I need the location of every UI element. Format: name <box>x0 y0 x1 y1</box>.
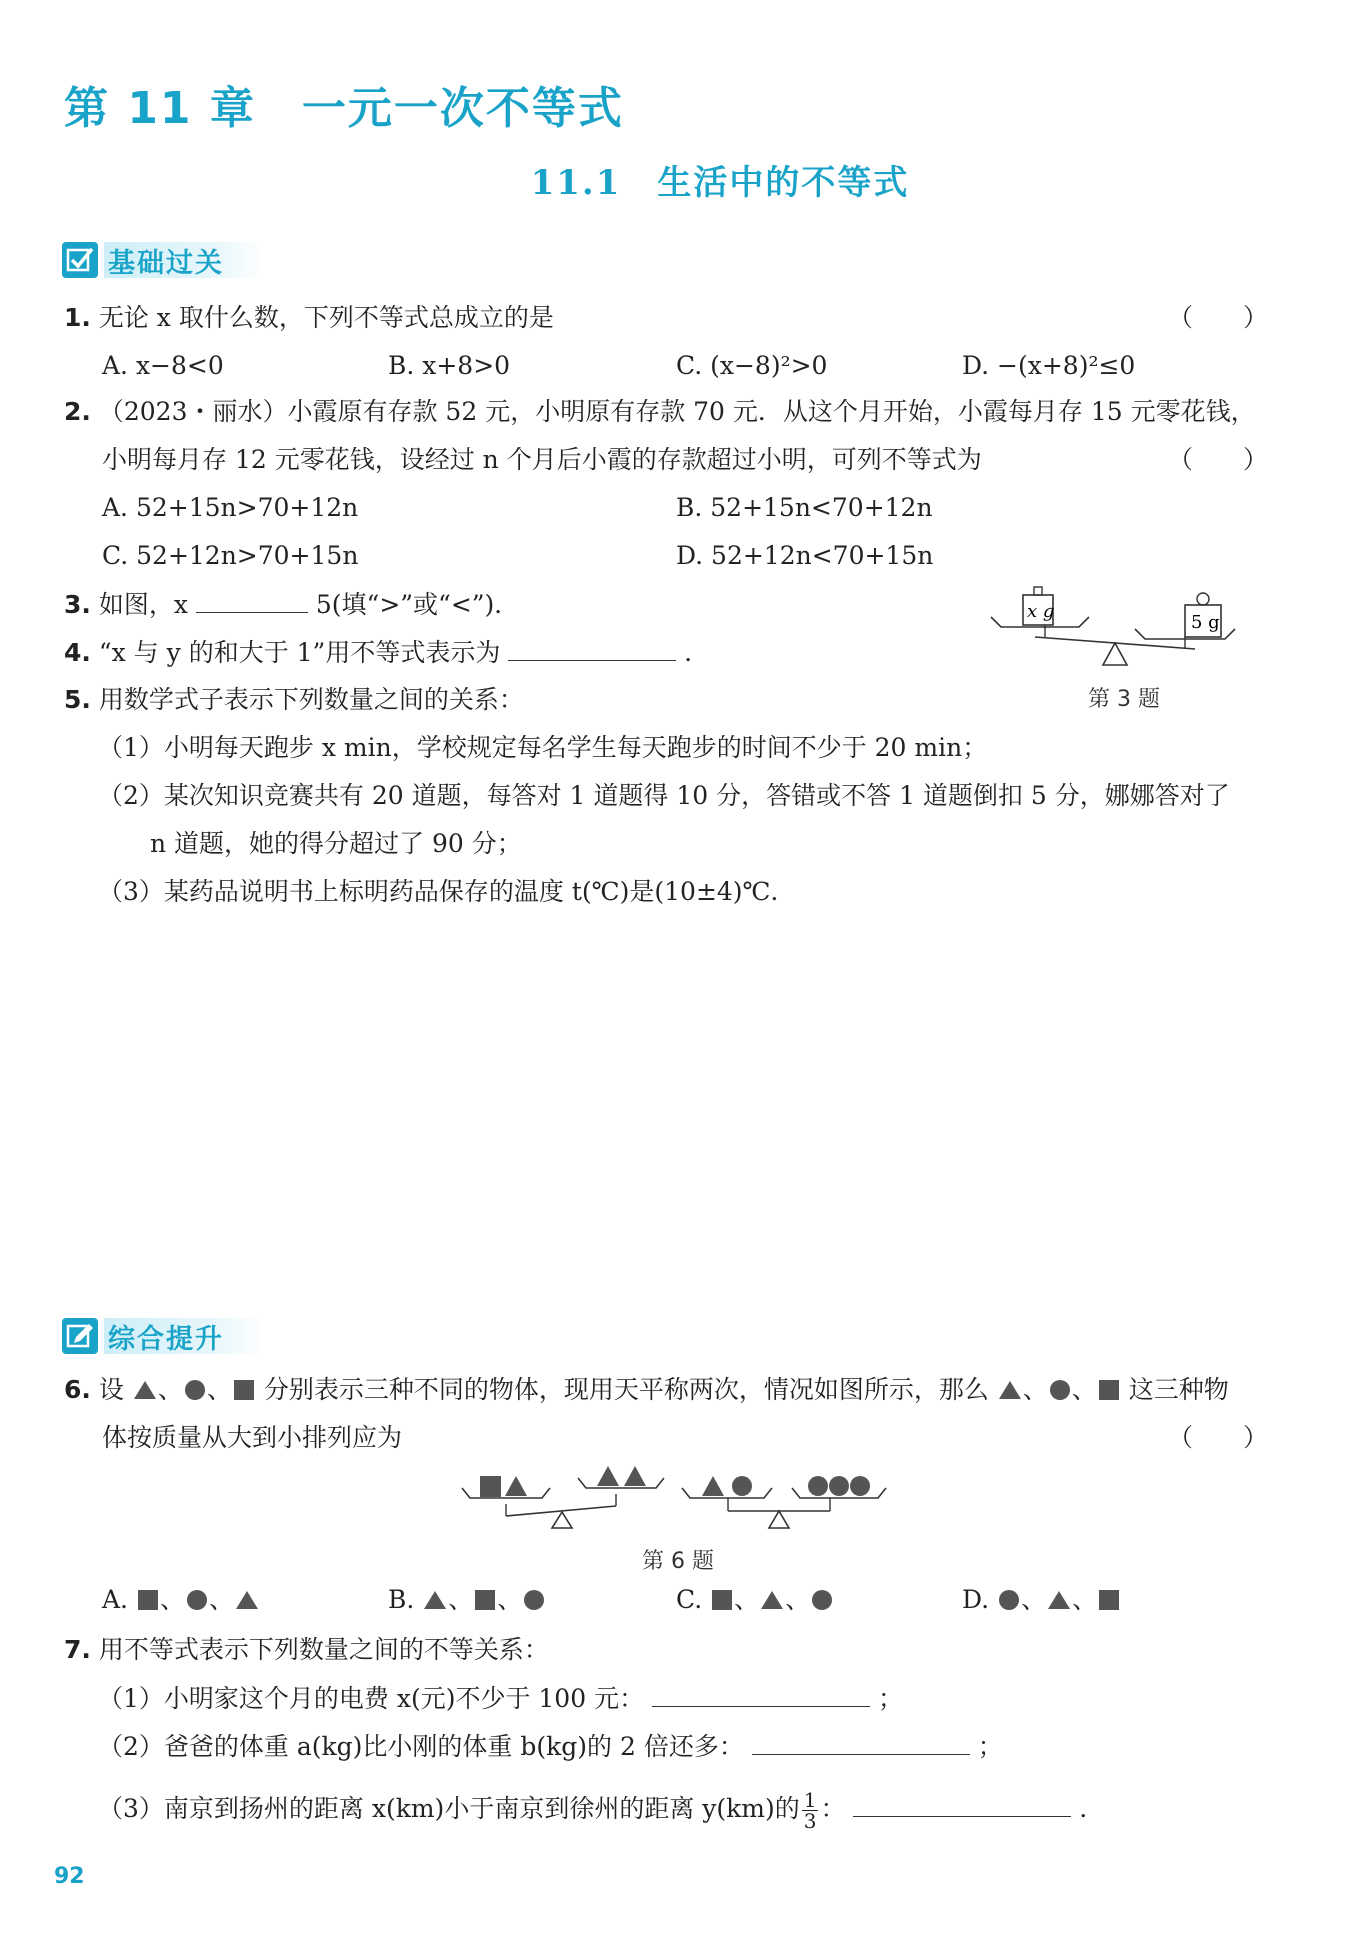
q7-sub-1-text: （1）小明家这个月的电费 x(元)不少于 100 元： <box>98 1684 645 1713</box>
triangle-icon <box>624 1466 646 1486</box>
question-2-line-1 <box>64 394 1256 430</box>
square-icon <box>232 1379 256 1401</box>
q5-sub-3: （3）某药品说明书上标明药品保存的温度 t(℃)是(10±4)℃． <box>98 877 796 906</box>
fraction-numerator: 1 <box>803 1788 817 1812</box>
answer-blank[interactable] <box>652 1680 870 1707</box>
part-heading-advanced-label: 综合提升 <box>104 1318 264 1354</box>
triangle-icon <box>505 1476 527 1496</box>
q3-figure-caption: 第 3 题 <box>1088 687 1160 712</box>
separator: 、 <box>208 1585 234 1614</box>
q7-sub-3-end: ． <box>1079 1794 1105 1823</box>
q3-balance-figure <box>985 585 1255 680</box>
q2-option-b: B. 52+15n<70+12n <box>676 493 933 522</box>
separator: 、 <box>159 1585 185 1614</box>
fraction-denominator: 3 <box>803 1809 817 1833</box>
question-6-number: 6. <box>64 1375 91 1404</box>
q7-sub-2-end: ； <box>977 1732 1003 1761</box>
question-5-stem: 用数学式子表示下列数量之间的关系： <box>98 685 524 714</box>
q7-sub-3-text: （3）南京到扬州的距离 x(km)小于南京到徐州的距离 y(km)的 <box>98 1794 800 1823</box>
q6-balance-figure <box>460 1466 900 1546</box>
question-7-number: 7. <box>64 1635 91 1664</box>
q6-figure-caption: 第 6 题 <box>642 1549 714 1574</box>
circle-icon <box>997 1589 1021 1611</box>
q3-right-weight-label: 5 g <box>1191 612 1220 633</box>
square-icon <box>1097 1589 1121 1611</box>
triangle-icon <box>422 1589 448 1611</box>
separator: 、 <box>448 1585 474 1614</box>
page-number: 92 <box>54 1864 85 1889</box>
question-4-post: ． <box>684 638 710 667</box>
q7-sub-3-colon: ： <box>820 1794 846 1823</box>
separator: 、 <box>734 1585 760 1614</box>
circle-icon <box>732 1476 752 1496</box>
answer-blank[interactable] <box>196 586 308 613</box>
question-7-stem: 用不等式表示下列数量之间的不等关系： <box>98 1635 549 1664</box>
triangle-icon <box>759 1589 785 1611</box>
answer-blank[interactable] <box>853 1790 1071 1817</box>
circle-icon <box>829 1476 849 1496</box>
q1-option-c: C. (x−8)²>0 <box>676 351 828 380</box>
circle-icon <box>1048 1379 1072 1401</box>
question-2-line-2: 小明每月存 12 元零花钱，设经过 n 个月后小霞的存款超过小明，可列不等式为 <box>102 445 982 474</box>
question-4-pre: “x 与 y 的和大于 1”用不等式表示为 <box>98 638 501 667</box>
question-1-answer-paren: （ ） <box>1168 303 1269 332</box>
chapter-title: 第 11 章 一元一次不等式 <box>64 83 624 134</box>
question-5-number: 5. <box>64 685 91 714</box>
checkbox-check-icon <box>62 242 98 278</box>
square-icon <box>136 1589 160 1611</box>
question-2-text-1: （2023・丽水）小霞原有存款 52 元，小明原有存款 70 元．从这个月开始，小霞每月存 15 元零花钱， <box>98 397 1256 426</box>
question-3-pre: 如图，x <box>98 590 188 619</box>
separator: 、 <box>206 1375 232 1404</box>
q6-option-c-label: C. <box>676 1585 703 1614</box>
q7-sub-2-text: （2）爸爸的体重 a(kg)比小刚的体重 b(kg)的 2 倍还多： <box>98 1732 744 1761</box>
q3-left-weight-label: x g <box>1027 601 1055 622</box>
triangle-icon <box>597 1466 619 1486</box>
q6-option-d <box>962 1582 1121 1618</box>
question-1-stem: 无论 x 取什么数，下列不等式总成立的是 <box>98 303 554 332</box>
square-icon <box>1097 1379 1121 1401</box>
square-icon <box>710 1589 734 1611</box>
q2-option-d: D. 52+12n<70+15n <box>676 541 934 570</box>
q2-option-a: A. 52+15n>70+12n <box>102 493 359 522</box>
section-title: 11.1 生活中的不等式 <box>530 163 910 203</box>
question-3-number: 3. <box>64 590 91 619</box>
q5-sub-2-line-1: （2）某次知识竞赛共有 20 道题，每答对 1 道题得 10 分，答错或不答 1 道题倒扣 5 分，娜娜答对了 <box>98 781 1230 810</box>
question-3-post: 5(填“>”或“<”)． <box>315 590 520 619</box>
question-4-number: 4. <box>64 638 91 667</box>
q6-option-a <box>102 1582 260 1618</box>
separator: 、 <box>785 1585 811 1614</box>
separator: 、 <box>1071 1375 1097 1404</box>
q7-sub-2 <box>98 1728 1003 1765</box>
question-4 <box>64 634 709 671</box>
q1-option-b: B. x+8>0 <box>388 351 511 380</box>
circle-icon <box>850 1476 870 1496</box>
circle-icon <box>810 1589 834 1611</box>
q7-sub-1 <box>98 1680 903 1717</box>
part-heading-basic-label: 基础过关 <box>104 242 264 278</box>
part-heading-basic <box>62 240 264 280</box>
question-6-pre: 设 <box>98 1375 124 1404</box>
triangle-icon <box>702 1476 724 1496</box>
question-6-post: 这三种物 <box>1128 1375 1229 1404</box>
triangle-icon <box>1046 1589 1072 1611</box>
square-icon <box>473 1589 497 1611</box>
question-2-answer-paren: （ ） <box>1168 445 1269 474</box>
question-6-mid: 分别表示三种不同的物体，现用天平称两次，情况如图所示，那么 <box>263 1375 989 1404</box>
triangle-icon <box>132 1379 158 1401</box>
circle-icon <box>183 1379 207 1401</box>
question-5 <box>64 682 524 718</box>
question-6-line-1 <box>64 1372 1229 1408</box>
part-heading-advanced <box>62 1316 264 1356</box>
triangle-icon <box>997 1379 1023 1401</box>
q7-sub-1-end: ； <box>877 1684 903 1713</box>
q7-sub-3 <box>98 1790 1104 1831</box>
separator: 、 <box>1022 1375 1048 1404</box>
pencil-icon <box>62 1318 98 1354</box>
q6-option-b <box>388 1582 546 1618</box>
separator: 、 <box>1021 1585 1047 1614</box>
question-2-number: 2. <box>64 397 91 426</box>
triangle-icon <box>234 1589 260 1611</box>
q5-sub-2-line-2: n 道题，她的得分超过了 90 分； <box>150 829 522 858</box>
answer-blank[interactable] <box>508 634 676 661</box>
separator: 、 <box>1072 1585 1098 1614</box>
q5-sub-1: （1）小明每天跑步 x min，学校规定每名学生每天跑步的时间不少于 20 min； <box>98 733 988 762</box>
q1-option-a: A. x−8<0 <box>102 351 224 380</box>
question-1-number: 1. <box>64 303 91 332</box>
q2-option-c: C. 52+12n>70+15n <box>102 541 359 570</box>
answer-blank[interactable] <box>752 1728 970 1755</box>
q6-option-b-label: B. <box>388 1585 415 1614</box>
question-7 <box>64 1632 549 1668</box>
circle-icon <box>522 1589 546 1611</box>
q6-option-d-label: D. <box>962 1585 990 1614</box>
circle-icon <box>185 1589 209 1611</box>
question-6-line-2: 体按质量从大到小排列应为 <box>102 1423 403 1452</box>
q6-option-c <box>676 1582 834 1618</box>
question-1 <box>64 300 554 336</box>
question-3 <box>64 586 519 623</box>
separator: 、 <box>157 1375 183 1404</box>
separator: 、 <box>497 1585 523 1614</box>
q6-option-a-label: A. <box>102 1585 129 1614</box>
circle-icon <box>808 1476 828 1496</box>
q1-option-d: D. −(x+8)²≤0 <box>962 351 1136 380</box>
question-6-answer-paren: （ ） <box>1168 1423 1269 1452</box>
square-icon <box>480 1476 501 1497</box>
one-third-fraction <box>802 1790 819 1831</box>
